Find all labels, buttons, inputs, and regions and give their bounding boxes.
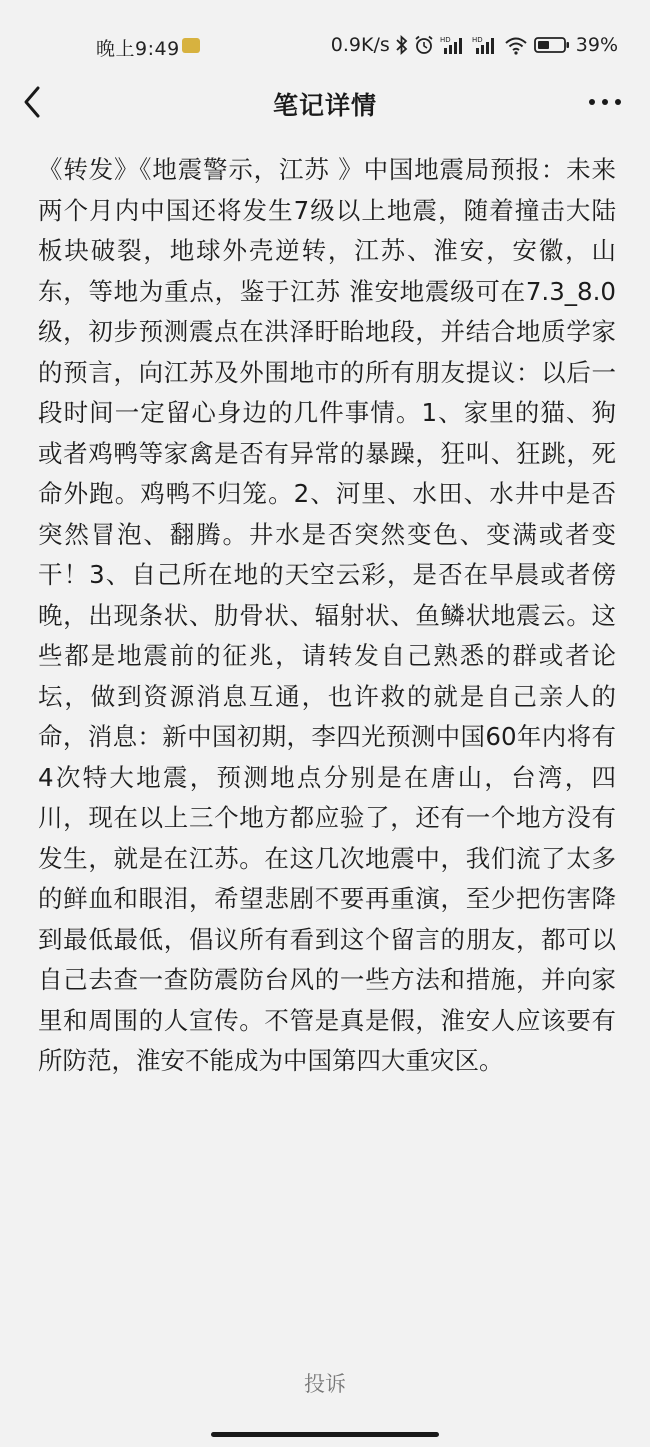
alarm-icon xyxy=(414,35,434,55)
hd-signal-icon xyxy=(440,35,466,55)
complaint-link[interactable]: 投诉 xyxy=(304,1372,346,1396)
status-bar xyxy=(0,0,650,64)
notification-icon xyxy=(182,38,200,53)
status-time: 晚上9:49 xyxy=(96,38,180,60)
page-title: 笔记详情 xyxy=(272,91,377,120)
home-indicator[interactable] xyxy=(211,1432,439,1437)
hd-signal-icon xyxy=(472,35,498,55)
bluetooth-icon xyxy=(396,35,408,55)
battery-percent: 39% xyxy=(575,34,618,56)
svg-text:HD: HD xyxy=(471,36,483,44)
top-app-bar xyxy=(0,70,650,134)
note-content: 《转发》《地震警示，江苏 》中国地震局预报：未来两个月内中国还将发生7级以上地震，随着撞击大陆板块破裂，地球外壳逆转，江苏、淮安，安徽，山东，等地为重点，鉴于江苏 淮安地震级可在7.3_8.0级，初步预测震点在洪泽盱眙地段，并结合地质学家的预言，向江苏及外围地市的所有朋友提议：以后一段时间一定留心身边的几件事情。1、家里的猫、狗或者鸡鸭等家禽是否有异常的暴躁，狂叫、狂跳，死命外跑。鸡鸭不归笼。2、河里、水田、水井中是否突然冒泡、翻腾。井水是否突然变色、变满或者变干！3、自己所在地的天空云彩，是否在早晨或者傍晚，出现条状、肋骨状、辐射状、鱼鳞状地震云。这些都是地震前的征兆，请转发自己熟悉的群或者论坛，做到资源消息互通，也许救的就是自己亲人的命，消息：新中国初期，李四光预测中国60年内将有4次特大地震，预测地点分别是在唐山，台湾，四川，现在以上三个地方都应验了，还有一个地方没有发生，就是在江苏。在这几次地震中，我们流了太多的鲜血和眼泪，希望悲剧不要再重演，至少把伤害降到最低最低，倡议所有看到这个留言的朋友，都可以自己去查一查防震防台风的一些方法和措施，并向家里和周围的人宣传。不管是真是假，淮安人应该要有所防范，淮安不能成为中国第四大重灾区。 xyxy=(38,155,616,1075)
battery-icon xyxy=(534,36,570,54)
svg-text:HD: HD xyxy=(439,36,451,44)
wifi-icon xyxy=(504,35,528,55)
network-speed: 0.9K/s xyxy=(330,34,390,56)
more-dots-icon[interactable] xyxy=(588,98,622,106)
status-indicators xyxy=(331,34,618,56)
